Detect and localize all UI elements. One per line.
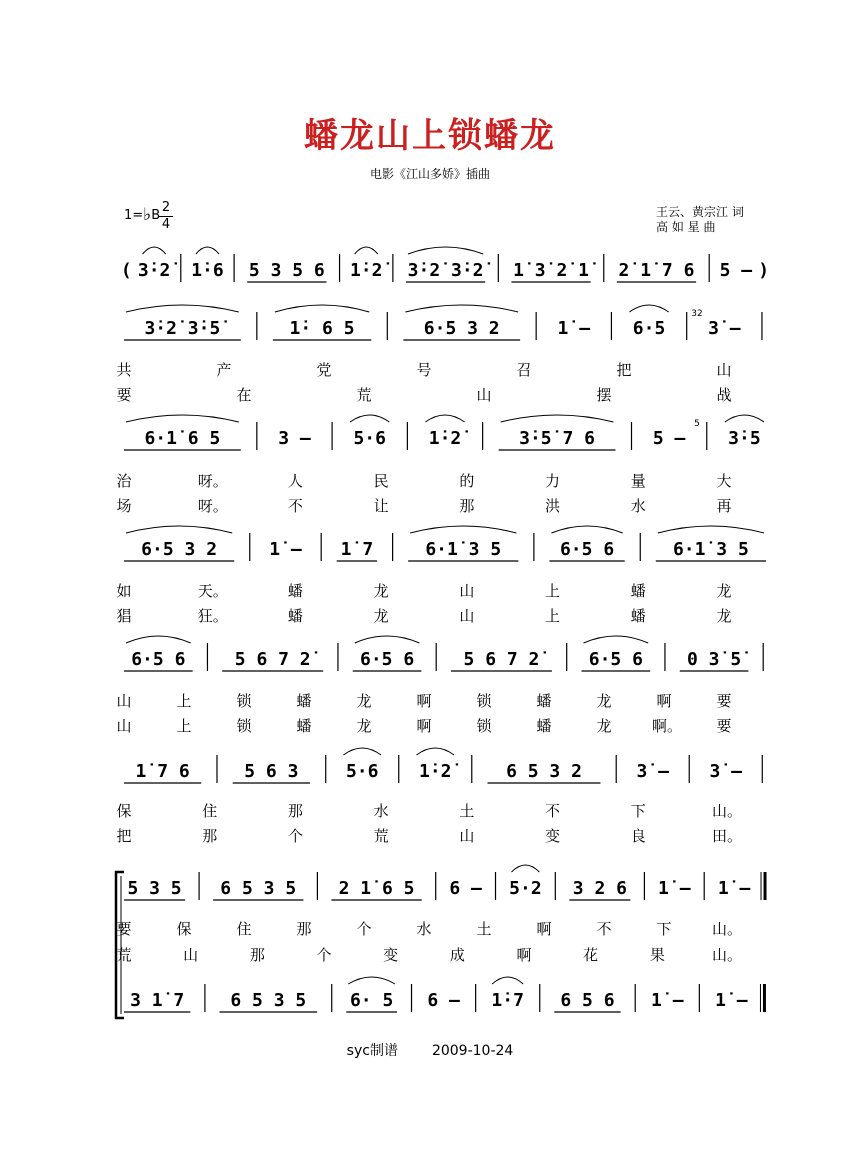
lyric-syllable: 啊: [656, 692, 672, 710]
slur: [126, 636, 191, 643]
composer-credit: 高 如 星 曲: [656, 220, 716, 234]
lyric-syllable: 蟠: [630, 582, 646, 600]
lyric-syllable: 土: [459, 802, 475, 820]
lyric-syllable: 荒: [356, 386, 372, 404]
lyric-syllable: 要: [116, 920, 132, 938]
note-group: 6 –: [449, 878, 482, 899]
lyric-syllable: 力: [545, 472, 561, 490]
note-group: 1̇ –: [715, 990, 748, 1011]
note-group: 0 3̇ 5̇: [686, 649, 742, 670]
note-group: 6·5: [632, 318, 666, 339]
note-group: 1̇· 6 5: [289, 318, 355, 339]
slur: [126, 526, 232, 533]
lyric-syllable: 摆: [596, 386, 612, 404]
note-group: 6 5 6: [560, 990, 615, 1011]
lyric-syllable: 呀。: [197, 472, 228, 490]
note-group: 6·5 6: [131, 649, 186, 670]
slur: [405, 305, 518, 312]
lyric-syllable: 龙: [596, 717, 612, 735]
slur: [350, 415, 389, 422]
note-group: 1̇ 3̇ 2̇ 1̇: [513, 260, 589, 281]
lyric-syllable: 呀。: [197, 497, 228, 515]
lyric-syllable: 蟠: [296, 717, 312, 735]
note-group: 1̇ –: [717, 878, 751, 899]
note-group: 3̇ –: [636, 761, 669, 782]
lyric-syllable: 锁: [476, 692, 492, 710]
note-group: 5 –: [652, 428, 686, 449]
lyric-syllable: 量: [630, 472, 646, 490]
lyric-syllable: 变: [545, 827, 561, 845]
lyric-syllable: 把: [616, 361, 632, 379]
lyric-syllable: 蟠: [296, 692, 312, 710]
note-group: 5·2: [509, 878, 542, 899]
lyric-syllable: 啊。: [652, 717, 683, 735]
lyric-syllable: 土: [476, 920, 492, 938]
lyric-syllable: 山: [459, 827, 475, 845]
note-group: 5 6 7 2̇: [234, 649, 311, 670]
grace-note-mark: 32: [691, 309, 703, 319]
lyric-syllable: 要: [716, 717, 732, 735]
lyric-syllable: 要: [716, 692, 732, 710]
lyric-syllable: 水: [630, 497, 646, 515]
note-group: 1̇·6: [191, 260, 224, 281]
note-group: 3̇ –: [708, 318, 741, 339]
lyric-syllable: 狂。: [197, 607, 228, 625]
lyric-syllable: 个: [287, 827, 303, 845]
lyric-syllable: 山: [716, 361, 732, 379]
lyric-syllable: 龙: [373, 582, 389, 600]
lyric-syllable: 洪: [545, 497, 561, 515]
key-label: 1=: [124, 208, 144, 223]
lyric-syllable: 山: [116, 692, 132, 710]
note-group: (: [120, 260, 132, 281]
lyric-syllable: 保: [176, 920, 192, 938]
slur: [584, 636, 649, 643]
lyric-syllable: 大: [716, 472, 732, 490]
lyricist-credit: 王云、黄宗江 词: [656, 205, 744, 219]
slur: [658, 526, 764, 533]
lyric-syllable: 那: [296, 920, 312, 938]
lyric-syllable: 那: [202, 827, 218, 845]
lyric-syllable: 龙: [373, 607, 389, 625]
lyric-syllable: 花: [583, 946, 599, 964]
time-signature-bottom: 4: [159, 216, 173, 233]
lyric-syllable: 要: [116, 386, 132, 404]
lyric-syllable: 共: [116, 361, 132, 379]
lyric-syllable: 让: [373, 497, 389, 515]
note-group: 1̇ –: [269, 539, 302, 560]
slur: [355, 636, 420, 643]
lyric-syllable: 战: [716, 386, 732, 404]
lyric-syllable: 个: [356, 920, 372, 938]
lyric-syllable: 猖: [116, 607, 132, 625]
note-group: 2 1̇ 6 5: [338, 878, 415, 899]
lyric-syllable: 田。: [712, 827, 743, 845]
lyric-syllable: 那: [287, 802, 303, 820]
lyric-syllable: 那: [249, 946, 265, 964]
lyric-syllable: 山。: [712, 946, 743, 964]
slur: [143, 247, 166, 254]
note-group: ): [758, 260, 770, 281]
lyric-syllable: 把: [116, 827, 132, 845]
lyric-syllable: 住: [236, 920, 252, 938]
note-group: 3̇·5̇ 7 6: [519, 428, 595, 449]
lyric-syllable: 山: [116, 717, 132, 735]
slur: [348, 977, 395, 984]
slur: [126, 305, 239, 312]
note-group: 3̇ –: [709, 761, 743, 782]
note-group: 5 6 7 2̇: [463, 649, 540, 670]
lyric-syllable: 啊: [536, 920, 552, 938]
note-group: 5 –: [719, 260, 753, 281]
note-group: 6·5 6: [559, 539, 615, 560]
note-group: 1̇ –: [651, 990, 684, 1011]
lyric-syllable: 那: [459, 497, 475, 515]
note-group: 6·5 6: [588, 649, 643, 670]
slur: [196, 247, 219, 254]
lyric-syllable: 锁: [236, 692, 252, 710]
slur: [425, 415, 464, 422]
lyric-syllable: 龙: [356, 692, 372, 710]
lyric-syllable: 水: [416, 920, 432, 938]
lyric-syllable: 上: [176, 692, 192, 710]
lyric-syllable: 果: [649, 946, 665, 964]
slur: [355, 247, 378, 254]
lyric-syllable: 下: [656, 920, 672, 938]
lyric-syllable: 锁: [236, 717, 252, 735]
lyric-syllable: 人: [287, 472, 303, 490]
lyric-syllable: 荒: [373, 827, 389, 845]
lyric-syllable: 治: [116, 472, 132, 490]
lyric-syllable: 上: [176, 717, 192, 735]
note-group: 1̇·2̇: [428, 428, 462, 449]
lyric-syllable: 天。: [197, 582, 228, 600]
slur: [629, 305, 668, 312]
lyric-syllable: 山: [459, 607, 475, 625]
note-group: 1̇·2̇: [349, 260, 383, 281]
lyric-syllable: 不: [287, 497, 303, 515]
note-group: 6 5 3 5: [220, 878, 297, 899]
note-group: 5 3 5 6: [248, 260, 325, 281]
note-group: 1̇·7: [491, 990, 524, 1011]
grace-note-mark: 5: [694, 419, 700, 429]
lyric-syllable: 蟠: [536, 717, 552, 735]
lyric-syllable: 龙: [716, 607, 732, 625]
lyric-syllable: 啊: [516, 946, 532, 964]
note-group: 6·5 3 2: [141, 539, 218, 560]
lyric-syllable: 山。: [712, 920, 743, 938]
note-group: 3 1̇ 7: [130, 990, 185, 1011]
lyric-syllable: 蟠: [287, 582, 303, 600]
lyric-syllable: 下: [630, 802, 646, 820]
note-group: 1̇·2̇: [419, 761, 452, 782]
note-group: 6·5 3 2: [423, 318, 500, 339]
lyric-syllable: 山。: [712, 802, 743, 820]
lyric-syllable: 上: [545, 582, 561, 600]
slur: [343, 748, 381, 755]
note-group: 6·1̇ 3 5: [672, 539, 749, 560]
footer-maker: syc制谱: [346, 1043, 398, 1059]
lyric-syllable: 保: [116, 802, 132, 820]
note-group: 6 5 3 2: [506, 761, 582, 782]
note-group: 6·1̇ 6 5: [144, 428, 221, 449]
lyric-syllable: 成: [449, 946, 465, 964]
lyric-syllable: 民: [373, 472, 389, 490]
slur: [416, 748, 454, 755]
slur: [410, 526, 516, 533]
lyric-syllable: 不: [545, 802, 561, 820]
slur: [501, 415, 614, 422]
note-group: 3 –: [278, 428, 311, 449]
key-note: B: [151, 208, 161, 223]
song-title: 蟠龙山上锁蟠龙: [304, 116, 556, 156]
note-group: 2̇ 1̇ 7 6: [618, 260, 695, 281]
lyric-syllable: 蟠: [630, 607, 646, 625]
lyric-syllable: 变: [383, 946, 399, 964]
footer: [0, 1040, 860, 1060]
lyric-syllable: 场: [116, 497, 132, 515]
note-group: 6 –: [427, 990, 460, 1011]
note-group: 6·1̇ 3 5: [425, 539, 502, 560]
lyric-syllable: 啊: [416, 692, 432, 710]
note-group: 3̇·2̇: [137, 260, 171, 281]
note-group: 1̇ –: [658, 878, 691, 899]
note-group: 5 6 3: [244, 761, 299, 782]
time-signature-top: 2: [161, 200, 171, 215]
flat-sign: ♭: [143, 205, 152, 225]
lyric-syllable: 龙: [596, 692, 612, 710]
lyric-syllable: 如: [116, 582, 132, 600]
note-group: 6·5 6: [359, 649, 415, 670]
note-group: 3̇·2̇ 3̇·2̇: [407, 260, 484, 281]
lyric-syllable: 锁: [476, 717, 492, 735]
lyric-syllable: 号: [416, 361, 432, 379]
lyric-syllable: 良: [630, 827, 646, 845]
lyric-syllable: 召: [516, 361, 532, 379]
lyric-syllable: 党: [316, 361, 332, 379]
note-group: 3 2 6: [572, 878, 627, 899]
note-group: 6 5 3 5: [230, 990, 307, 1011]
lyric-syllable: 山: [476, 386, 492, 404]
lyric-syllable: 上: [545, 607, 561, 625]
slur: [126, 415, 239, 422]
slur: [551, 526, 622, 533]
note-group: 1̇ 7: [340, 539, 374, 560]
lyric-syllable: 个: [316, 946, 332, 964]
lyric-syllable: 水: [373, 802, 389, 820]
lyric-syllable: 在: [236, 386, 252, 404]
slur: [725, 415, 764, 422]
note-group: 1̇ –: [557, 318, 591, 339]
note-group: 3̇·2̇ 3̇·5̇: [144, 318, 221, 339]
slur: [511, 865, 539, 872]
lyric-syllable: 荒: [116, 946, 132, 964]
lyric-syllable: 蟠: [287, 607, 303, 625]
slur: [275, 305, 369, 312]
note-group: 3̇·5: [728, 428, 761, 449]
lyric-syllable: 龙: [356, 717, 372, 735]
lyric-syllable: 山: [459, 582, 475, 600]
lyric-syllable: 再: [716, 497, 732, 515]
slur: [492, 977, 523, 984]
note-group: 5·6: [345, 761, 379, 782]
lyric-syllable: 住: [202, 802, 218, 820]
lyric-syllable: 蟠: [536, 692, 552, 710]
lyric-syllable: 产: [216, 361, 232, 379]
lyric-syllable: 的: [459, 472, 475, 490]
note-group: 6· 5: [349, 990, 394, 1011]
note-group: 1̇ 7 6: [135, 761, 190, 782]
note-group: 5 3 5: [127, 878, 182, 899]
slur: [408, 247, 483, 254]
note-group: 5·6: [353, 428, 386, 449]
song-subtitle: 电影《江山多娇》插曲: [369, 167, 490, 181]
footer-date: 2009-10-24: [431, 1043, 514, 1059]
lyric-syllable: 龙: [716, 582, 732, 600]
lyric-syllable: 啊: [416, 717, 432, 735]
lyric-syllable: 山: [183, 946, 199, 964]
lyric-syllable: 不: [596, 920, 612, 938]
